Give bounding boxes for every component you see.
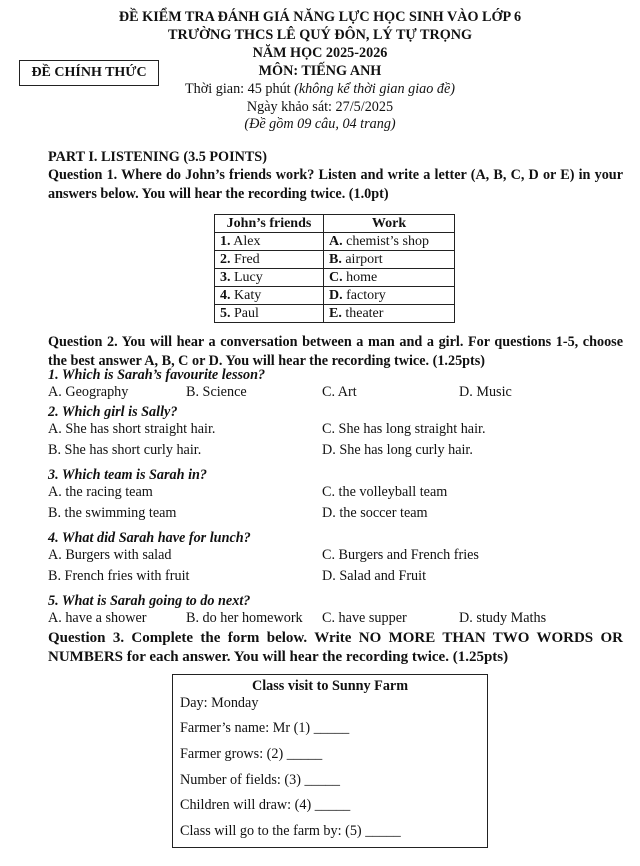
q2-item-3-option-b: B. the swimming team (48, 505, 177, 521)
friend-name: Katy (230, 288, 262, 303)
work-place: factory (342, 288, 386, 303)
q2-item-3-option-d: D. the soccer team (322, 505, 428, 521)
q2-item-5-question: 5. What is Sarah going to do next? (48, 593, 251, 609)
work-place: airport (341, 252, 383, 267)
q2-item-1-option-b: B. Science (186, 384, 247, 400)
form-line-fields: Number of fields: (3) _____ (180, 772, 340, 788)
q2-item-2-option-c: C. She has long straight hair. (322, 421, 486, 437)
form-line-farmer-grows: Farmer grows: (2) _____ (180, 746, 323, 762)
question-3: Question 3. Complete the form below. Write NO MORE THAN TWO WORDS OR NUMBERS for each answer. You will hear the recording twice. (1.25pts) (48, 630, 623, 665)
work-place: home (342, 270, 378, 285)
friend-name: Alex (230, 234, 261, 249)
q2-item-5-option-a: A. have a shower (48, 610, 147, 626)
q2-item-4-option-c: C. Burgers and French fries (322, 547, 479, 563)
work-place: theater (341, 306, 384, 321)
table-row: 4. Katy D. factory (215, 287, 455, 305)
part-title: PART I. LISTENING (3.5 POINTS) (48, 149, 267, 165)
exam-title: ĐỀ KIỂM TRA ĐÁNH GIÁ NĂNG LỰC HỌC SINH VÀO LỚP 6 (118, 9, 522, 25)
page-count: (Đề gồm 09 câu, 04 trang) (244, 116, 396, 132)
q2-item-3-option-c: C. the volleyball team (322, 484, 448, 500)
work-place: chemist’s shop (342, 234, 429, 249)
q2-item-4-question: 4. What did Sarah have for lunch? (48, 530, 251, 546)
form-line-farmer-name: Farmer’s name: Mr (1) _____ (180, 720, 350, 736)
q2-item-2-option-a: A. She has short straight hair. (48, 421, 216, 437)
q2-item-5-option-d: D. study Maths (459, 610, 547, 626)
friends-table (214, 214, 455, 323)
school-year: NĂM HỌC 2025-2026 (252, 45, 388, 61)
subject: MÔN: TIẾNG ANH (258, 63, 382, 79)
q2-item-4-option-a: A. Burgers with salad (48, 547, 172, 563)
q2-item-1-option-a: A. Geography (48, 384, 129, 400)
time-label: Thời gian: 45 phút (184, 81, 295, 97)
form-line-day: Day: Monday (180, 695, 259, 711)
official-badge: ĐỀ CHÍNH THỨC (19, 60, 159, 86)
q2-item-5-option-b: B. do her homework (186, 610, 303, 626)
friend-name: Paul (230, 306, 259, 321)
q2-item-5-option-c: C. have supper (322, 610, 407, 626)
exam-date: Ngày khảo sát: 27/5/2025 (246, 99, 394, 115)
col-header-friends: John’s friends (215, 215, 324, 233)
q2-item-1-option-c: C. Art (322, 384, 357, 400)
q2-item-3-option-a: A. the racing team (48, 484, 153, 500)
q2-item-4-option-b: B. French fries with fruit (48, 568, 190, 584)
q2-item-2-option-b: B. She has short curly hair. (48, 442, 202, 458)
question-2: Question 2. You will hear a conversation between a man and a girl. For questions 1-5, choose the best answer A, B, C or D. You will hear the recording twice. (1.25pts) (48, 334, 623, 369)
time-info (0, 81, 640, 98)
school-name: TRƯỜNG THCS LÊ QUÝ ĐÔN, LÝ TỰ TRỌNG (167, 27, 473, 43)
table-header-row (215, 215, 455, 233)
table-row: 2. Fred B. airport (215, 251, 455, 269)
q2-item-1-option-d: D. Music (459, 384, 512, 400)
q2-item-4-option-d: D. Salad and Fruit (322, 568, 427, 584)
form-title: Class visit to Sunny Farm (251, 678, 409, 694)
table-row: 3. Lucy C. home (215, 269, 455, 287)
q2-item-1-question: 1. Which is Sarah’s favourite lesson? (48, 367, 266, 383)
friend-name: Fred (230, 252, 260, 267)
friend-name: Lucy (230, 270, 263, 285)
q2-item-2-question: 2. Which girl is Sally? (48, 404, 178, 420)
form-line-transport: Class will go to the farm by: (5) _____ (180, 823, 401, 839)
form-line-draw: Children will draw: (4) _____ (180, 797, 351, 813)
q2-item-3-question: 3. Which team is Sarah in? (48, 467, 207, 483)
table-row: 5. Paul E. theater (215, 305, 455, 323)
question-1: Question 1. Where do John’s friends work? Listen and write a letter (A, B, C, D or E) in your answers below. You will hear the recording twice. (1.0pt) (48, 167, 623, 202)
q2-item-2-option-d: D. She has long curly hair. (322, 442, 473, 458)
time-note: (không kể thời gian giao đề) (294, 81, 455, 97)
farm-visit-form (172, 674, 488, 848)
table-row: 1. Alex A. chemist’s shop (215, 233, 455, 251)
col-header-work: Work (324, 215, 455, 233)
